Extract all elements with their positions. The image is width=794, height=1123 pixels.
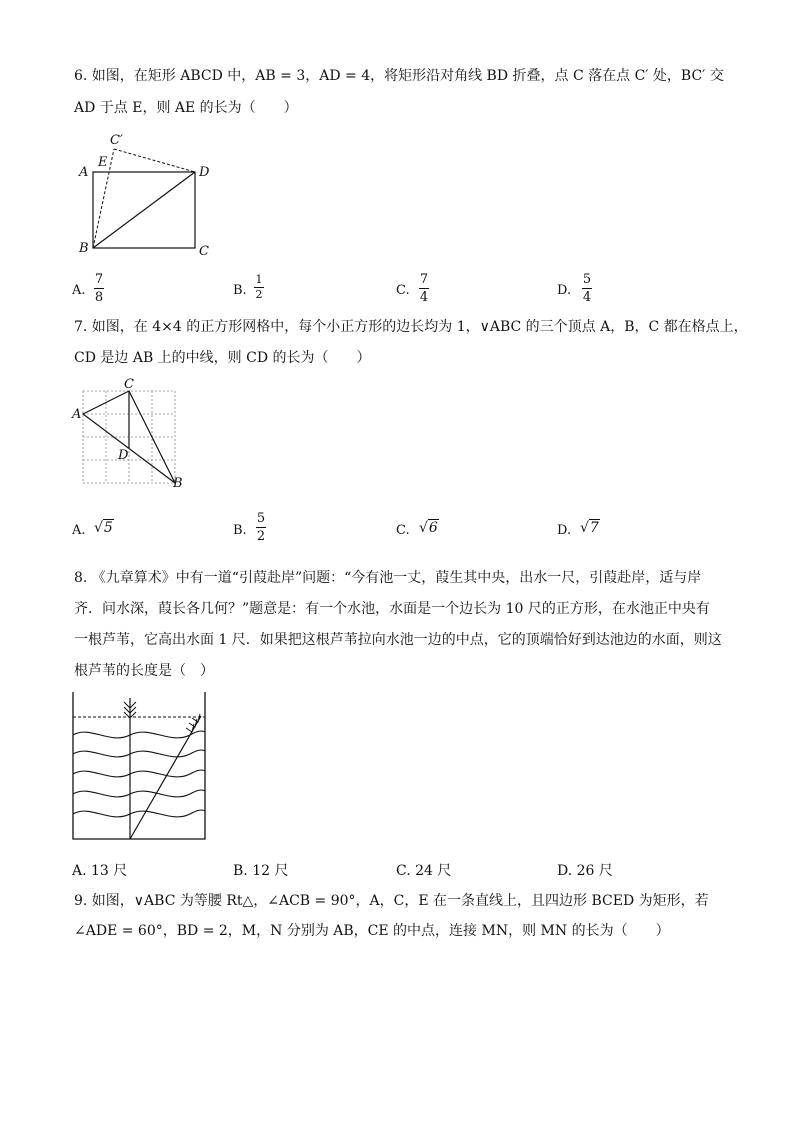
radicand: 5 xyxy=(103,520,113,536)
q7-option-c-label: C. xyxy=(396,523,410,538)
q6-option-d-fraction xyxy=(582,272,592,305)
denominator: 4 xyxy=(419,290,429,305)
numerator: 5 xyxy=(256,511,266,526)
q7-figure xyxy=(70,376,190,492)
q7-stem-line2: CD 是边 AB 上的中线，则 CD 的长为（ ） xyxy=(74,350,371,366)
q8-stem-line4: 根芦苇的长度是（ ） xyxy=(74,663,214,679)
q8-option-b: B. 12 尺 xyxy=(233,863,289,879)
q8-stem-line2: 齐．问水深，葭长各几何？”题意是：有一个水池，水面是一个边长为 10 尺的正方形，在水池正中央有 xyxy=(74,601,710,617)
q6-option-a-fraction xyxy=(94,272,104,305)
q6-figure xyxy=(70,130,220,260)
q8-option-c: C. 24 尺 xyxy=(396,863,452,879)
denominator: 2 xyxy=(255,288,263,301)
label-c-prime: C′ xyxy=(110,133,123,148)
label-b: B xyxy=(173,476,183,491)
q7-option-b-fraction xyxy=(256,511,266,544)
q7-option-d-label: D. xyxy=(557,523,572,538)
numerator: 1 xyxy=(255,273,263,286)
q6-stem-line2: AD 于点 E，则 AE 的长为（ ） xyxy=(74,100,298,116)
label-d: D xyxy=(199,165,210,180)
q7-option-c-sqrt: √6 xyxy=(419,520,438,536)
radicand: 7 xyxy=(589,520,599,536)
numerator: 7 xyxy=(94,272,104,287)
denominator: 2 xyxy=(256,529,266,544)
segment-c-prime-d xyxy=(114,149,195,172)
q7-option-b-label: B. xyxy=(233,523,247,538)
q8-stem-line1: 8. 《九章算术》中有一道“引葭赴岸”问题：“今有池一丈，葭生其中央，出水一尺，引葭赴岸，适与岸 xyxy=(74,570,702,586)
q6-option-a-label: A. xyxy=(72,283,86,298)
q6-option-c-fraction xyxy=(419,272,429,305)
denominator: 4 xyxy=(582,290,592,305)
denominator: 8 xyxy=(94,290,104,305)
q7-option-a-label: A. xyxy=(72,523,86,538)
label-c: C xyxy=(124,377,134,392)
label-d: D xyxy=(118,448,129,463)
radicand: 6 xyxy=(428,520,438,536)
q7-option-a-sqrt: √5 xyxy=(94,520,113,536)
q6-option-b-fraction xyxy=(254,274,264,301)
q6-stem-line1: 6. 如图，在矩形 ABCD 中，AB = 3，AD = 4，将矩形沿对角线 BD 折叠，点 C 落在点 C′ 处，BC′ 交 xyxy=(74,68,724,84)
reed-tilted xyxy=(130,716,201,839)
q8-option-d: D. 26 尺 xyxy=(557,863,613,879)
q9-stem-line2: ∠ADE = 60°，BD = 2，M，N 分别为 AB，CE 的中点，连接 MN，则 MN 的长为（ ） xyxy=(74,923,670,939)
numerator: 5 xyxy=(582,272,592,287)
q8-stem-line3: 一根芦苇，它高出水面 1 尺．如果把这根芦苇拉向水池一边的中点，它的顶端恰好到达池边的水面，则这 xyxy=(74,632,722,648)
label-e: E xyxy=(98,155,108,170)
numerator: 7 xyxy=(419,272,429,287)
q8-figure xyxy=(70,692,210,842)
label-a: A xyxy=(72,407,82,422)
pool-outline xyxy=(73,692,205,839)
label-a: A xyxy=(79,165,89,180)
label-b: B xyxy=(79,241,89,256)
q6-option-b-label: B. xyxy=(233,283,247,298)
q7-stem-line1: 7. 如图，在 4×4 的正方形网格中，每个小正方形的边长均为 1，∨ABC 的三个顶点 A，B，C 都在格点上， xyxy=(74,319,748,335)
label-c: C xyxy=(199,244,209,259)
q7-option-d-sqrt: √7 xyxy=(580,520,599,536)
q6-option-c-label: C. xyxy=(396,283,410,298)
q8-option-a: A. 13 尺 xyxy=(72,863,128,879)
q9-stem-line1: 9. 如图，∨ABC 为等腰 Rt△，∠ACB = 90°，A，C，E 在一条直线上，且四边形 BCED 为矩形，若 xyxy=(74,893,709,909)
diagonal-bd xyxy=(93,172,195,248)
q6-option-d-label: D. xyxy=(557,283,572,298)
